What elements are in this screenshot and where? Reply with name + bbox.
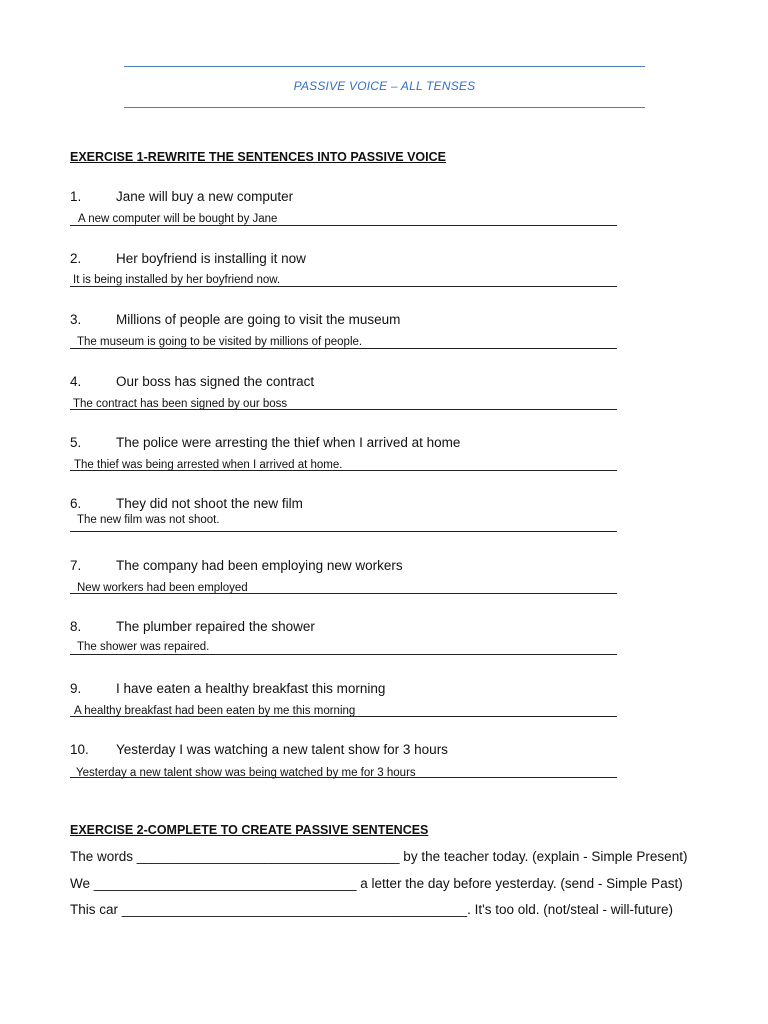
answer-text: The thief was being arrested when I arrived at home.	[74, 459, 343, 471]
question-6	[70, 496, 630, 536]
question-text: The company had been employing new workers	[116, 558, 403, 573]
question-3	[70, 312, 630, 352]
question-5	[70, 435, 630, 475]
question-number: 2.	[70, 251, 82, 266]
question-number: 4.	[70, 374, 82, 389]
exercise2-sentence-1: The words ___________________________________ by the teacher today. (explain - Simple Present)	[70, 849, 688, 864]
question-number: 7.	[70, 558, 82, 573]
question-text: The police were arresting the thief when I arrived at home	[116, 435, 461, 450]
question-2	[70, 251, 630, 291]
question-number: 6.	[70, 496, 82, 511]
answer-line	[70, 654, 617, 655]
question-number: 5.	[70, 435, 82, 450]
answer-line	[70, 409, 617, 410]
question-8	[70, 619, 630, 659]
exercise1-heading: EXERCISE 1-REWRITE THE SENTENCES INTO PASSIVE VOICE	[70, 150, 446, 164]
question-text: I have eaten a healthy breakfast this morning	[116, 681, 386, 696]
question-text: Yesterday I was watching a new talent show for 3 hours	[116, 742, 448, 757]
answer-text: The museum is going to be visited by millions of people.	[77, 336, 363, 348]
answer-line	[70, 225, 617, 226]
answer-line	[70, 286, 617, 287]
title-rule-bottom	[124, 107, 645, 108]
exercise2-sentence-2: We ___________________________________ a letter the day before yesterday. (send - Simple Past)	[70, 876, 683, 891]
question-number: 9.	[70, 681, 82, 696]
question-text: Millions of people are going to visit the museum	[116, 312, 401, 327]
answer-line	[70, 716, 617, 717]
exercise2-heading: EXERCISE 2-COMPLETE TO CREATE PASSIVE SENTENCES	[70, 823, 429, 837]
answer-text: It is being installed by her boyfriend now.	[73, 274, 281, 286]
answer-line	[70, 348, 617, 349]
question-10	[70, 742, 630, 782]
question-text: Her boyfriend is installing it now	[116, 251, 306, 266]
answer-text: Yesterday a new talent show was being watched by me for 3 hours	[76, 767, 416, 779]
answer-line	[70, 777, 617, 778]
question-9	[70, 681, 630, 721]
question-text: The plumber repaired the shower	[116, 619, 315, 634]
question-number: 10.	[70, 742, 89, 757]
answer-text: The new film was not shoot.	[77, 514, 220, 526]
question-text: They did not shoot the new film	[116, 496, 303, 511]
answer-line	[70, 531, 617, 532]
question-1	[70, 189, 630, 229]
answer-text: New workers had been employed	[77, 582, 248, 594]
answer-text: The shower was repaired.	[77, 641, 210, 653]
exercise2-sentence-3: This car ______________________________________________. It's too old. (not/steal - will-future)	[70, 902, 674, 917]
question-7	[70, 558, 630, 598]
answer-line	[70, 470, 617, 471]
question-number: 8.	[70, 619, 82, 634]
answer-line	[70, 593, 617, 594]
question-4	[70, 374, 630, 414]
title-rule-top	[124, 66, 645, 67]
page-title: PASSIVE VOICE – ALL TENSES	[293, 79, 476, 93]
question-text: Jane will buy a new computer	[116, 189, 294, 204]
question-number: 3.	[70, 312, 82, 327]
question-text: Our boss has signed the contract	[116, 374, 315, 389]
answer-text: A new computer will be bought by Jane	[78, 213, 278, 225]
answer-text: The contract has been signed by our boss	[73, 398, 288, 410]
question-number: 1.	[70, 189, 82, 204]
answer-text: A healthy breakfast had been eaten by me this morning	[74, 705, 356, 717]
